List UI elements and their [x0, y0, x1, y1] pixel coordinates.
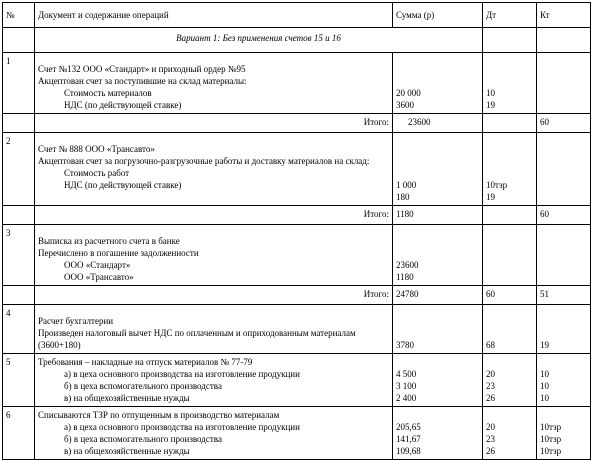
dt-cell: 68	[483, 305, 537, 354]
operation-text: Списываются ТЗР по отпущенным в производство материалам а) в цеха основного производства на изготовление продукции б) в цеха вспомогательного производства в) на общехозяйственные нужды	[35, 407, 393, 460]
col-header-operation: Документ и содержание операций	[35, 3, 393, 28]
kt-cell: 19	[537, 305, 591, 354]
col-header-dt: Дт	[483, 3, 537, 28]
kt-cell	[537, 225, 591, 286]
operation-text: Счет № 888 ООО «Трансавто» Акцептован счет за погрузочно-разгрузочные работы и доставку материалов на склад: Стоимость работ НДС (по действующей ставке)	[35, 133, 393, 206]
total-row	[3, 286, 591, 305]
sum-cell: 23600 1180	[393, 225, 483, 286]
col-header-sum: Сумма (р)	[393, 3, 483, 28]
variant-title: Вариант 1: Без применения счетов 15 и 16	[35, 28, 483, 53]
row-number: 6	[3, 407, 35, 460]
table-row	[3, 407, 591, 460]
table-row	[3, 354, 591, 407]
total-label: Итого:	[35, 286, 393, 305]
total-dt	[483, 206, 537, 225]
total-row	[3, 206, 591, 225]
operation-text: Выписка из расчетного счета в банке Перечислено в погашение задолженности ООО «Стандарт» ООО «Трансавто»	[35, 225, 393, 286]
total-label: Итого:	[35, 114, 393, 133]
operation-text: Требования – накладные на отпуск материалов № 77-79 а) в цеха основного производства на изготовление продукции б) в цеха вспомогательного производства в) на общехозяйственные нужды	[35, 354, 393, 407]
total-kt: 60	[537, 206, 591, 225]
dt-cell	[483, 225, 537, 286]
total-sum: 24780	[393, 286, 483, 305]
total-dt: 60	[483, 286, 537, 305]
sum-cell: 20 000 3600	[393, 53, 483, 114]
kt-cell	[537, 53, 591, 114]
sum-cell: 3780	[393, 305, 483, 354]
row-number: 2	[3, 133, 35, 206]
total-sum: 23600	[393, 114, 483, 133]
dt-cell: 10тзр 19	[483, 133, 537, 206]
operation-text: Расчет бухгалтерии Произведен налоговый вычет НДС по оплаченным и оприходованным материалам (3600+180)	[35, 305, 393, 354]
dt-cell: 20 23 26	[483, 354, 537, 407]
dt-cell: 10 19	[483, 53, 537, 114]
table-row	[3, 133, 591, 206]
total-dt	[483, 114, 537, 133]
total-kt: 60	[537, 114, 591, 133]
journal-table	[2, 2, 591, 460]
total-label: Итого:	[35, 206, 393, 225]
total-sum: 1180	[393, 206, 483, 225]
kt-cell	[537, 133, 591, 206]
table-row	[3, 225, 591, 286]
sum-cell: 4 500 3 100 2 400	[393, 354, 483, 407]
row-number: 5	[3, 354, 35, 407]
sum-cell: 1 000 180	[393, 133, 483, 206]
col-header-kt: Кт	[537, 3, 591, 28]
table-row	[3, 53, 591, 114]
row-number: 1	[3, 53, 35, 114]
row-number: 3	[3, 225, 35, 286]
dt-cell: 20 23 26	[483, 407, 537, 460]
operation-text: Счет №132 ООО «Стандарт» и приходный ордер №95 Акцептован счет за поступившие на склад материалы: Стоимость материалов НДС (по действующей ставке)	[35, 53, 393, 114]
kt-cell: 10тзр 10тзр 10тзр	[537, 407, 591, 460]
kt-cell: 10 10 10	[537, 354, 591, 407]
total-row	[3, 114, 591, 133]
row-number: 4	[3, 305, 35, 354]
table-row	[3, 305, 591, 354]
sum-cell: 205,65 141,67 109,68	[393, 407, 483, 460]
header-row	[3, 3, 591, 28]
variant-row	[3, 28, 591, 53]
total-kt: 51	[537, 286, 591, 305]
col-header-num: №	[3, 3, 35, 28]
